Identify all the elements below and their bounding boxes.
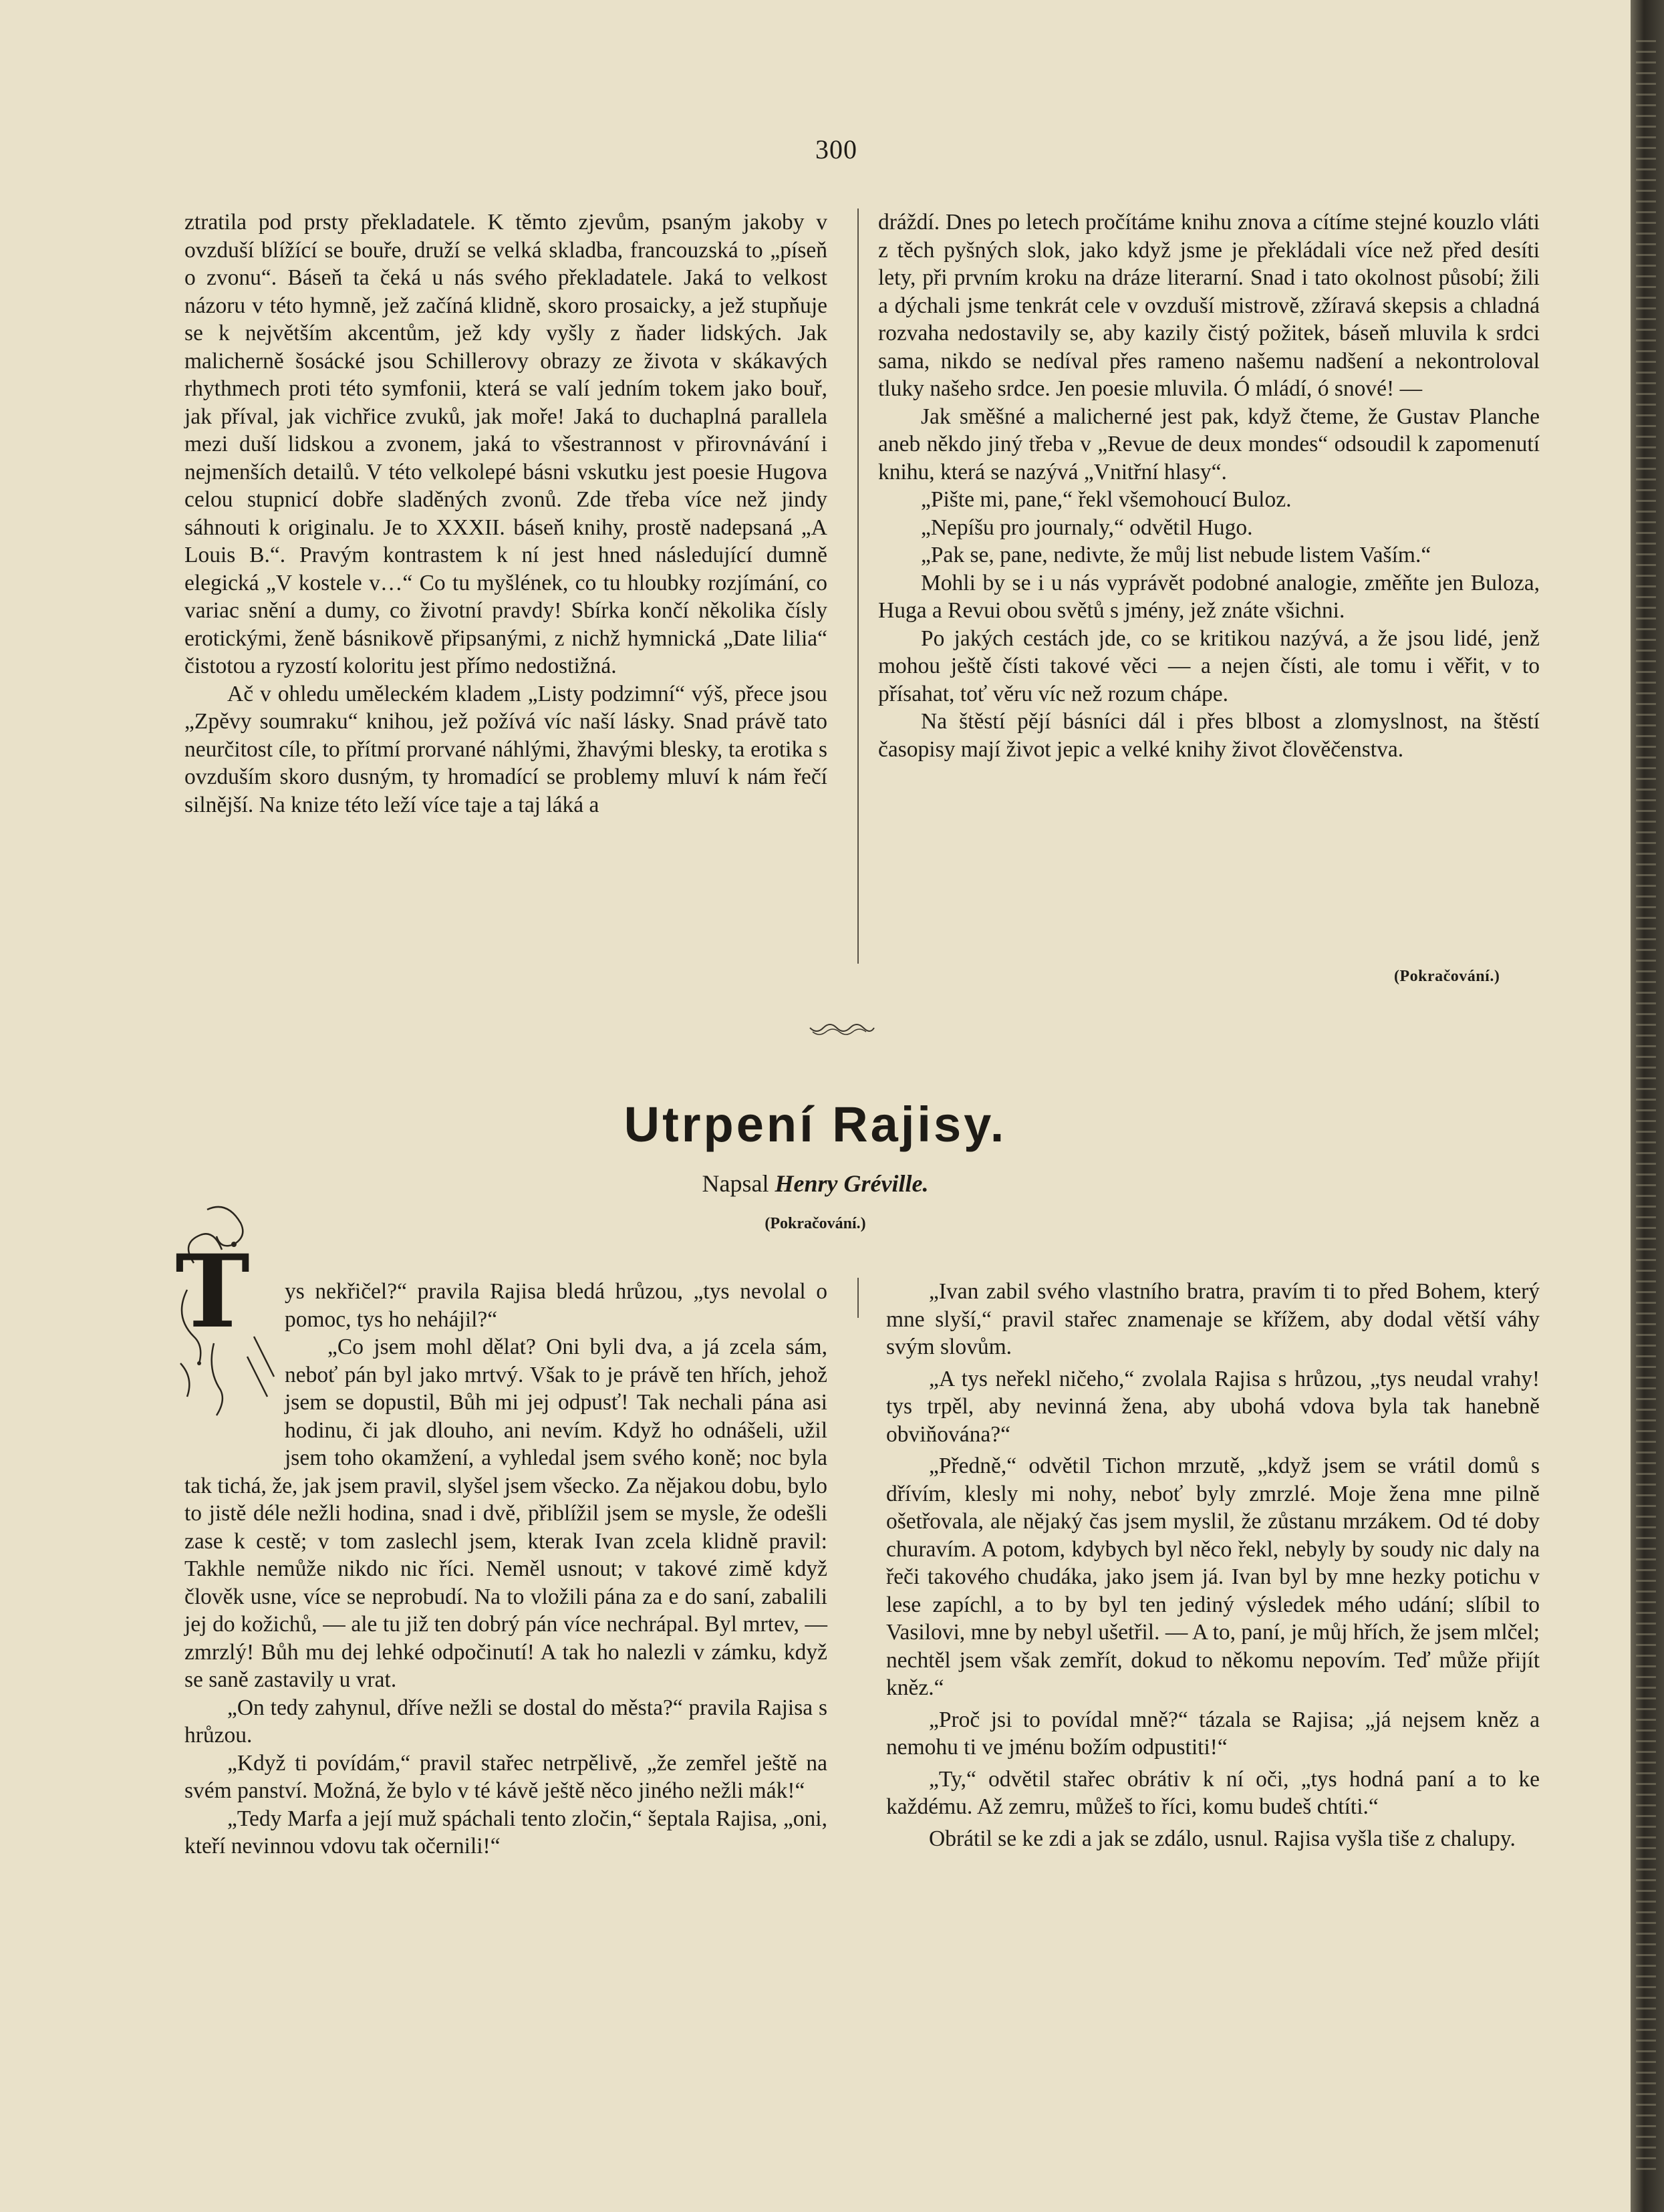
column-divider-short xyxy=(857,1278,859,1318)
essay-paragraph: Na štěstí pějí básníci dál i přes blbost a zlomyslnost, na štěstí časopisy mají život jepic a velké knihy život člověčenstva. xyxy=(878,709,1540,762)
story-paragraph: „Proč jsi to povídal mně?“ tázala se Rajisa; „já nejsem kněz a nemohu ti ve jménu božím odpustiti!“ xyxy=(886,1707,1540,1760)
author-name: Henry Gréville. xyxy=(775,1170,929,1197)
essay-paragraph: Jak směšné a malicherné jest pak, když čteme, že Gustav Planche aneb někdo jiný třeba v „Revue de deux mondes“ odsoudil k zapomenutí knihu, která se nazývá „Vnitřní hlasy“. xyxy=(878,404,1540,485)
story-paragraph: „Ivan zabil svého vlastního bratra, pravím ti to před Bohem, který mne slyší,“ pravil stařec znamenaje se křížem, aby dodal větší váhy svým slovům. xyxy=(886,1279,1540,1359)
story-paragraph: Obrátil se ke zdi a jak se zdálo, usnul. Rajisa vyšla tiše z chalupy. xyxy=(929,1826,1516,1851)
essay-continuation-note: (Pokračování.) xyxy=(1394,968,1500,985)
dropcap-letter: T xyxy=(175,1233,250,1351)
section-ornament xyxy=(809,1022,875,1037)
column-divider xyxy=(857,209,859,964)
page-number: 300 xyxy=(815,134,857,164)
essay-paragraph: „Pište mi, pane,“ řekl všemohoucí Buloz. xyxy=(921,487,1292,512)
essay-right-column xyxy=(878,209,1540,763)
story-paragraph: „Ty,“ odvětil stařec obrátiv k ní oči, „tys hodná paní a to ke každému. Až zemru, můžeš to říci, komu budeš chtíti.“ xyxy=(886,1766,1540,1819)
story-paragraph: „A tys neřekl ničeho,“ zvolala Rajisa s hrůzou, „tys neudal vrahy! tys trpěl, aby nevinná žena, aby ubohá vdova byla tak hanebně obviňována?“ xyxy=(886,1366,1540,1447)
story-title: Utrpení Rajisy. xyxy=(623,1097,1007,1152)
story-right-column xyxy=(886,1278,1540,1852)
author-prefix: Napsal xyxy=(702,1170,769,1197)
page-stack-lines xyxy=(1636,40,1656,2172)
story-paragraph: „Když ti povídám,“ pravil stařec netrpělivě, „že zemřel ještě na svém panství. Možná, že bylo v té kávě ještě něco jiného nežli mák!“ xyxy=(184,1750,827,1803)
story-paragraph: „On tedy zahynul, dříve nežli se dostal do města?“ pravila Rajisa s hrůzou. xyxy=(184,1695,827,1748)
story-continuation-note: (Pokračování.) xyxy=(765,1215,866,1232)
essay-paragraph: „Nepíšu pro journaly,“ odvětil Hugo. xyxy=(921,515,1253,540)
dropcap-ornament xyxy=(167,1203,287,1423)
story-paragraph: „Co jsem mohl dělat? Oni byli dva, a já zcela sám, neboť pán byl jako mrtvý. Však to je právě ten hřích, jehož jsem se dopustil, Bůh mi jej odpusť! Tak nechali pána asi hodinu, či jak dlouho, ani nevím. Když ho odnášeli, užil jsem toho okamžení, a vyhledal jsem svého koně; noc byla tak tichá, že, jak jsem pravil, slyšel jsem všecko. Za nějakou dobu, bylo to jistě déle nežli hodina, snad i dvě, přiblížil jsem se mysle, že odešli zase k cestě; v tom zaslechl jsem, kterak Ivan zcela klidně pravil: Takhle nemůže nikdo nic říci. Neměl usnout; v takové zimě když člověk usne, více se neprobudí. Na to vložili pána za e do saní, zabalili jej do kožichů, — ale tu již ten dobrý pán více nechrápal. Byl mrtev, — zmrzlý! Bůh mu dej lehké odpočinutí! A tak ho nalezli v zámku, když se saně zastavily u vrat. xyxy=(184,1335,827,1692)
story-author xyxy=(0,1169,1631,1198)
story-paragraph: ys nekřičel?“ pravila Rajisa bledá hrůzou, „tys nevolal o pomoc, tys ho nehájil?“ xyxy=(285,1279,827,1332)
essay-paragraph: Mohli by se i u nás vyprávět podobné analogie, změňte jen Buloza, Huga a Revui obou světů s jmény, jež znáte všichni. xyxy=(878,570,1540,623)
essay-paragraph: Po jakých cestách jde, co se kritikou nazývá, a že jsou lidé, jenž mohou ještě čísti takové věci — a nejen čísti, ale tomu i věřit, v to přísahat, toť věru víc než rozum chápe. xyxy=(878,626,1540,706)
essay-paragraph: ztratila pod prsty překladatele. K těmto zjevům, psaným jakoby v ovzduší blížící se bouře, druží se velká skladba, francouzská to „píseň o zvonu“. Báseň ta čeká u nás svého překladatele. Jaká to velkost názoru v této hymně, jež začíná klidně, skoro prosaicky, a jež stupňuje se k největším akcentům, jež kdy vyšly z ňader lidských. Jak malicherně šosácké jsou Schillerovy obrazy ze života v skákavých rhythmech proti této symfonii, která se valí jedním tokem jako bouř, jak příval, jak vichřice zvuků, jak moře! Jaká to duchaplná parallela mezi duší lidskou a zvonem, jaká to všestrannost v přirovnávání i nejmenších detailů. V této velkolepé básni vskutku jest poesie Hugova celou stupnicí dobře sladěných zvonů. Zde třeba více než jindy sáhnouti k originalu. Je to XXXII. báseň knihy, prostě nadepsaná „A Louis B.“. Pravým kontrastem k ní jest hned následující dumně elegická „V kostele v…“ Co tu myšlének, co tu hloubky rozjímání, co variac snění a dumy, co životní pravdy! Sbírka končí několika čísly erotickými, ženě básnikově připsanými, z nichž hymnická „Date lilia“ čistotou a ryzostí koloritu jest přímo nedostižná. xyxy=(184,210,827,678)
story-paragraph: „Tedy Marfa a její muž spáchali tento zločin,“ šeptala Rajisa, „oni, kteří nevinnou vdovu tak očernili!“ xyxy=(184,1806,827,1858)
essay-paragraph: dráždí. Dnes po letech pročítáme knihu znova a cítíme stejné kouzlo vláti z těch pyšných slok, jako když jsme je překládali více než před desíti lety, při prvním kroku na dráze literarní. Snad i tato okolnost působí; žili a dýchali jsme tenkrát cele v ovzduší mistrově, zžíravá skepsis a chladná rozvaha nedostavily se, aby kazily čistý požitek, báseň mluvila k srdci sama, nikdo se nedíval přes rameno našemu nadšení a nekontroloval tluky našeho srdce. Jen poesie mluvila. Ó mládí, ó snové! — xyxy=(878,210,1540,401)
essay-left-column xyxy=(184,209,827,819)
story-paragraph: „Předně,“ odvětil Tichon mrzutě, „když jsem se vrátil domů s dřívím, klesly mi nohy, neboť byly zmrzlé. Moje žena mne pilně ošetřovala, ale nějaký čas jsem myslil, že zůstanu mrzákem. Od té doby churavím. A potom, kdybych byl něco řekl, nebyly by soudy nic daly na řeči takového chudáka, jako jsem já. Ivan byl by mne hezky potichu v lese zapíchl, a to by byl ten jediný výsledek mého udání; slíbil to Vasilovi, mne by nebyl ušetřil. — A to, paní, je můj hřích, že jsem mlčel; nechtěl jsem však zemřít, dokud to někomu nepovím. Teď může přijít kněz.“ xyxy=(886,1454,1540,1700)
essay-paragraph: „Pak se, pane, nedivte, že můj list nebude listem Vaším.“ xyxy=(921,543,1431,567)
essay-paragraph: Ač v ohledu uměleckém kladem „Listy podzimní“ výš, přece jsou „Zpěvy soumraku“ knihou, jež požívá víc naší lásky. Snad právě tato neurčitost cíle, to přítmí prorvané náhlými, žhavými blesky, ta erotika s ovzduším skoro dusným, ty hromadící se problemy mluví k nám řečí silnější. Na knize této leží více taje a taj láká a xyxy=(184,681,827,817)
